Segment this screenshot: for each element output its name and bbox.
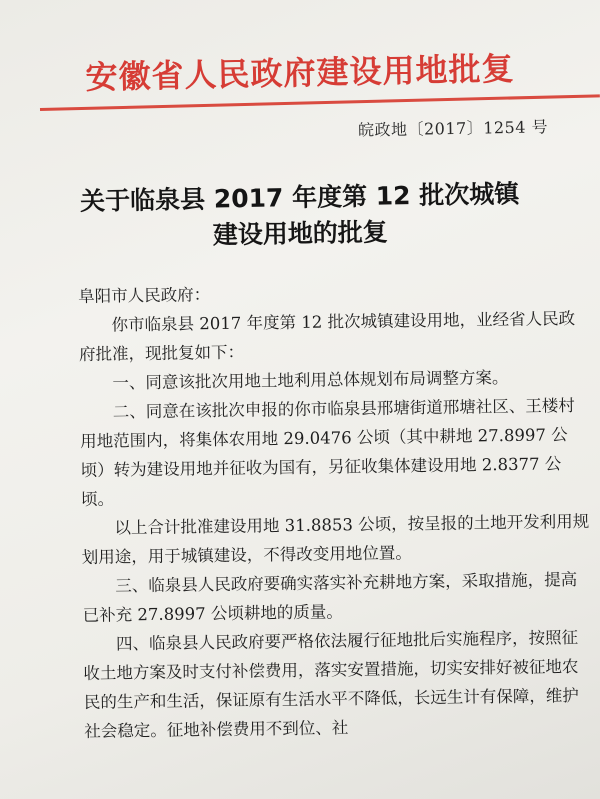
salutation: 阜阳市人民政府： (78, 285, 211, 306)
paragraph-intro: 你市临泉县 2017 年度第 12 批次城镇建设用地，业经省人民政府批准，现批复如下： (78, 309, 576, 364)
title-line-1: 关于临泉县 2017 年度第 12 批次城镇 (79, 179, 520, 216)
paragraph-item-2: 二、同意在该批次申报的你市临泉县邢塘街道邢塘社区、王楼村用地范围内，将集体农用地 29.0476 公顷（其中耕地 27.8997 公顷）转为建设用地并征收为国有，另征收集体建设用地 2.8377 公顷。 (80, 396, 575, 509)
paragraph-item-1: 一、同意该批次用地土地利用总体规划布局调整方案。 (112, 368, 509, 393)
paragraph-item-4: 四、临泉县人民政府要严格依法履行征地批后实施程序，按照征收土地方案及时支付补偿费用，落实安置措施，切实安排好被征地农民的生产和生活，保证原有生活水平不降低，长远生计有保障，维护社会稳定。征地补偿费用不到位、社 (83, 628, 579, 741)
document-body (78, 275, 594, 746)
paragraph-total: 以上合计批准建设用地 31.8853 公顷，按呈报的土地开发利用规划用途，用于城镇建设，不得改变用地位置。 (81, 511, 590, 567)
document-header: 安徽省人民政府建设用地批复 (85, 49, 515, 97)
document-number: 皖政地〔2017〕1254 号 (357, 117, 549, 140)
document-title (0, 175, 600, 257)
title-line-2: 建设用地的批复 (212, 217, 389, 250)
paragraph-item-3: 三、临泉县人民政府要确实落实补充耕地方案，采取措施，提高已补充 27.8997 公顷耕地的质量。 (82, 570, 578, 625)
